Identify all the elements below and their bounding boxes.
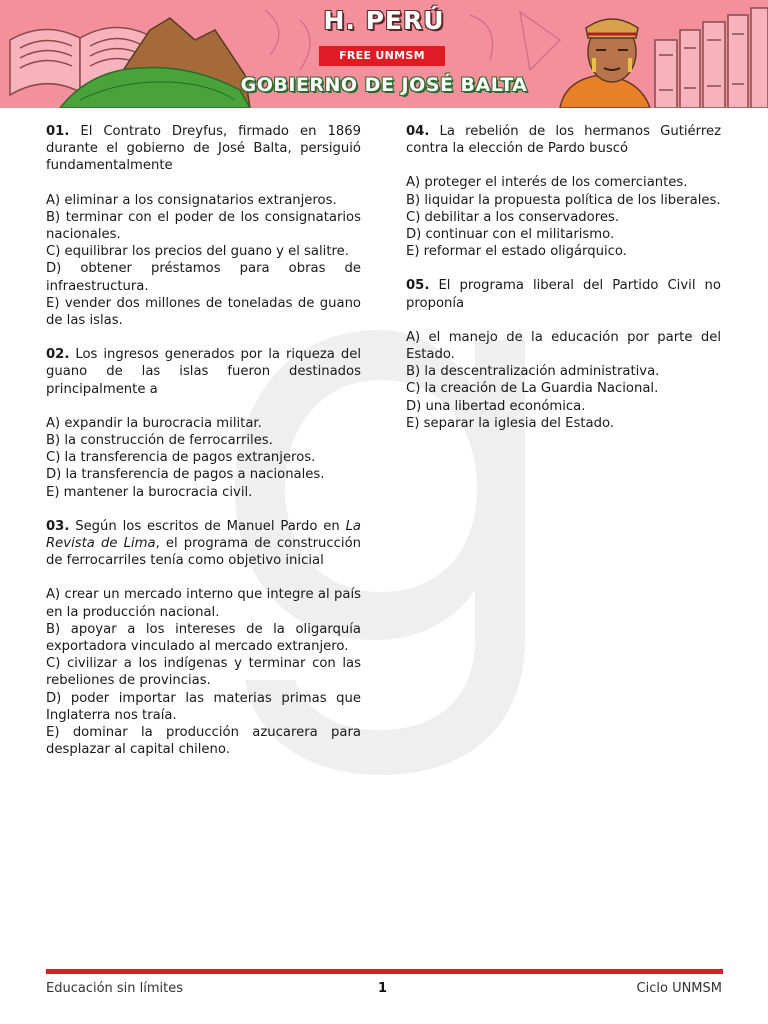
question-text: La rebelión de los hermanos Gutiérrez contra la elección de Pardo buscó: [406, 124, 721, 157]
option-e: E) reformar el estado oligárquico.: [406, 244, 627, 260]
option-a: A) eliminar a los consignatarios extranjeros.: [46, 192, 337, 208]
question-05: [406, 277, 721, 432]
question-number: 02.: [46, 347, 70, 363]
question-04: [406, 123, 721, 260]
footer-cycle: Ciclo UNMSM: [636, 981, 722, 996]
question-number: 03.: [46, 518, 70, 534]
question-stem: [46, 346, 361, 398]
option-e: E) dominar la producción azucarera para desplazar al capital chileno.: [46, 725, 361, 758]
option-c: C) debilitar a los conservadores.: [406, 209, 620, 225]
subject-title: H. PERÚ: [323, 6, 445, 35]
option-c: C) equilibrar los precios del guano y el salitre.: [46, 244, 349, 260]
question-stem: [406, 277, 721, 311]
header-banner: [0, 0, 768, 108]
option-d: D) la transferencia de pagos a nacionales.: [46, 467, 325, 483]
option-e: E) vender dos millones de toneladas de guano de las islas.: [46, 295, 361, 329]
option-e: E) mantener la burocracia civil.: [46, 484, 253, 500]
option-a: A) expandir la burocracia militar.: [46, 415, 262, 431]
question-number: 04.: [406, 124, 430, 139]
question-01: [46, 123, 361, 329]
option-d: D) obtener préstamos para obras de infraestructura.: [46, 261, 361, 294]
question-stem: [46, 518, 361, 570]
footer-slogan: Educación sin límites: [46, 981, 184, 996]
free-unmsm-badge: FREE UNMSM: [319, 46, 445, 66]
page-number: 1: [378, 981, 388, 996]
option-a: A) crear un mercado interno que integre al país en la producción nacional.: [46, 587, 361, 620]
question-number: 05.: [406, 278, 430, 294]
option-b: B) liquidar la propuesta política de los liberales.: [406, 192, 721, 208]
question-text: El Contrato Dreyfus, firmado en 1869 durante el gobierno de José Balta, persiguió fundamentalmente: [46, 124, 361, 174]
question-02: [46, 346, 361, 501]
question-text: El programa liberal del Partido Civil no proponía: [406, 278, 721, 311]
option-c: C) civilizar a los indígenas y terminar con las rebeliones de provincias.: [46, 656, 361, 689]
option-b: B) la construcción de ferrocarriles.: [46, 433, 273, 449]
question-03: [46, 518, 361, 759]
option-b: B) la descentralización administrativa.: [406, 364, 660, 380]
question-number: 01.: [46, 124, 70, 139]
option-d: D) una libertad económica.: [406, 398, 586, 414]
option-b: B) apoyar a los intereses de la oligarquía exportadora vinculado al mercado extranjero.: [46, 621, 361, 655]
option-a: A) proteger el interés de los comerciantes.: [406, 175, 688, 191]
question-stem: [46, 123, 361, 175]
question-text-part-1: Según los escritos de Manuel Pardo en: [69, 518, 346, 534]
question-text-part-2: , el programa de construcción de ferrocarriles tenía como objetivo inicial: [46, 536, 361, 569]
left-column: [46, 123, 361, 776]
publication-title: La Revista de Lima: [46, 518, 361, 552]
option-d: D) poder importar las materias primas que Inglaterra nos traía.: [46, 690, 361, 723]
question-text: Los ingresos generados por la riqueza del guano de las islas fueron destinados principalmente a: [46, 347, 361, 397]
option-c: C) la creación de La Guardia Nacional.: [406, 381, 659, 397]
option-a: A) el manejo de la educación por parte del Estado.: [406, 329, 721, 363]
footer-divider: [46, 969, 723, 974]
question-stem: [406, 123, 721, 157]
option-e: E) separar la iglesia del Estado.: [406, 415, 614, 431]
option-d: D) continuar con el militarismo.: [406, 227, 615, 243]
option-c: C) la transferencia de pagos extranjeros.: [46, 450, 316, 466]
option-b: B) terminar con el poder de los consignatarios nacionales.: [46, 209, 361, 243]
topic-title: GOBIERNO DE JOSÉ BALTA: [240, 74, 528, 96]
right-column: [406, 123, 721, 449]
